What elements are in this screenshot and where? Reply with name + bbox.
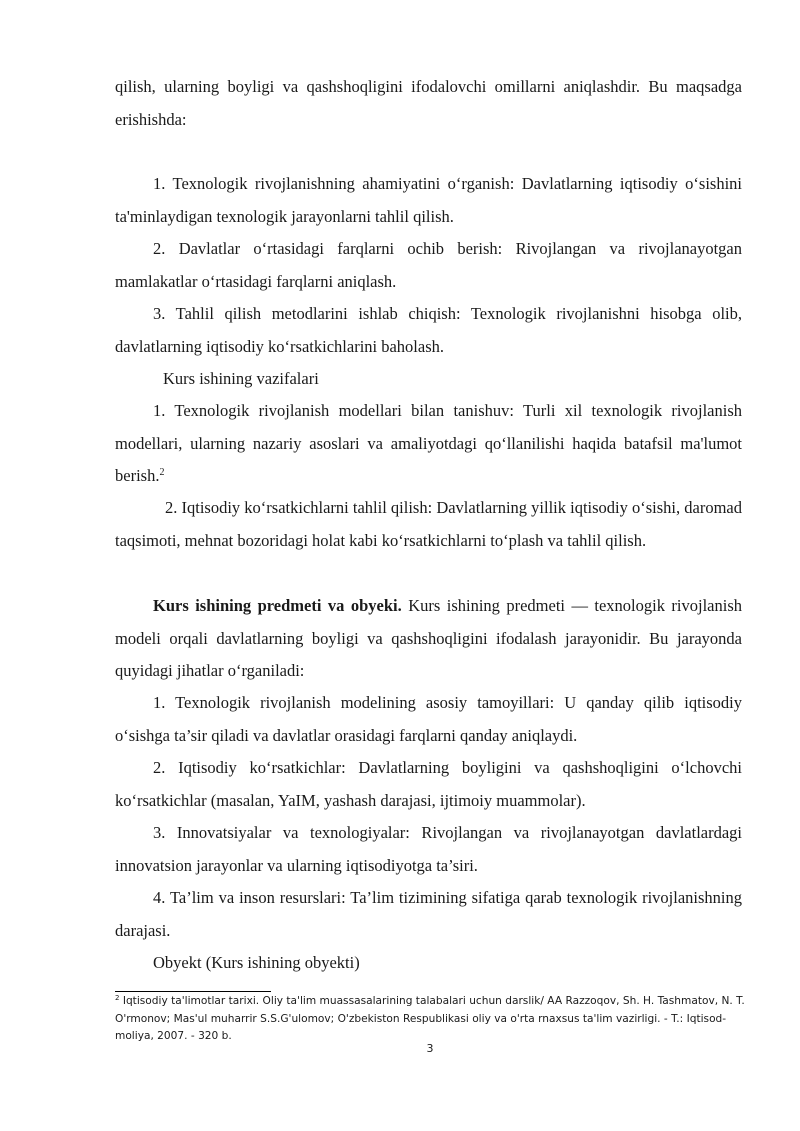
paragraph-subject [115,590,742,688]
paragraph-aspect-3: 3. Innovatsiyalar va texnologiyalar: Rivojlangan va rivojlanayotgan davlatlardagi innovatsion jarayonlar va ularning iqtisodiyotga ta’siri. [115,823,742,875]
footnote [115,993,745,1046]
footnote-reference[interactable]: 2 [159,467,165,478]
paragraph-goal-3: 3. Tahlil qilish metodlarini ishlab chiqish: Texnologik rivojlanishni hisobga olib, davlatlarning iqtisodiy ko‘rsatkichlarini baholash. [115,304,742,356]
paragraph-goal-1: 1. Texnologik rivojlanishning ahamiyatini o‘rganish: Davlatlarning iqtisodiy o‘sishini ta'minlaydigan texnologik jarayonlarni tahlil qilish. [115,174,742,226]
footnote-text: Iqtisodiy ta'limotlar tarixi. Oliy ta'lim muassasalarining talabalari uchun darslik/ AA Razzoqov, Sh. H. Tashmatov, N. T. O'rmonov; Mas'ul muharrir S.S.G'ulomov; O'zbekiston Respublikasi oliy va o'rta rnaxsus ta'lim vazirligi. - T.: Iqtisod-moliya, 2007. - 320 b. [115,995,745,1042]
paragraph-task-1 [115,395,742,493]
paragraph-goal-2: 2. Davlatlar o‘rtasidagi farqlarni ochib berish: Rivojlangan va rivojlanayotgan mamlakatlar o‘rtasidagi farqlarni aniqlash. [115,239,742,291]
footnote-marker: 2 [115,994,120,1002]
paragraph-intro: qilish, ularning boyligi va qashshoqligini ifodalovchi omillarni aniqlashdir. Bu maqsadga erishishda: [115,77,742,129]
subject-heading: Kurs ishining predmeti va obyeki. [153,596,402,615]
paragraph-aspect-2: 2. Iqtisodiy ko‘rsatkichlar: Davlatlarning boyligini va qashshoqligini o‘lchovchi ko‘rsatkichlar (masalan, YaIM, yashash darajasi, ijtimoiy muammolar). [115,758,742,810]
heading-tasks: Kurs ishining vazifalari [163,369,319,388]
paragraph-aspect-4: 4. Ta’lim va inson resurslari: Ta’lim tizimining sifatiga qarab texnologik rivojlanishning darajasi. [115,888,742,940]
footnote-separator [115,991,271,992]
subject-text: Kurs ishining predmeti — texnologik rivojlanish modeli orqali davlatlarning boyligi va qashshoqligini ifodalash jarayonidir. Bu jarayonda quyidagi jihatlar o‘rganiladi: [115,596,742,680]
paragraph-task-2: 2. Iqtisodiy ko‘rsatkichlarni tahlil qilish: Davlatlarning yillik iqtisodiy o‘sishi, daromad taqsimoti, mehnat bozoridagi holat kabi ko‘rsatkichlarni to‘plash va tahlil qilish. [115,498,742,550]
heading-object: Obyekt (Kurs ishining obyekti) [153,953,360,972]
page-number: 3 [426,1042,434,1055]
paragraph-task-1-text: 1. Texnologik rivojlanish modellari bilan tanishuv: Turli xil texnologik rivojlanish modellari, ularning nazariy asoslari va amaliyotdagi qo‘llanilishi haqida batafsil ma'lumot berish. [115,401,742,485]
paragraph-aspect-1: 1. Texnologik rivojlanish modelining asosiy tamoyillari: U qanday qilib iqtisodiy o‘sishga ta’sir qiladi va davlatlar orasidagi farqlarni qanday aniqlaydi. [115,693,742,745]
